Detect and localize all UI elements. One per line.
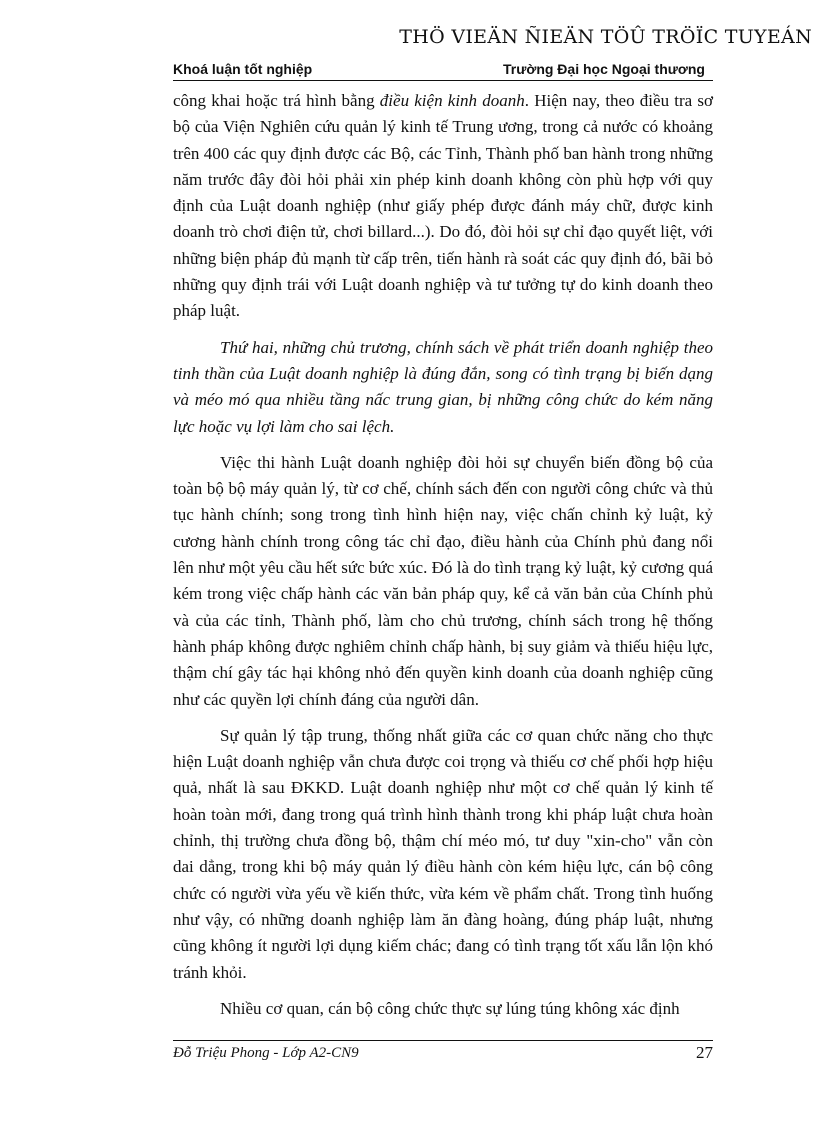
paragraph-3: Việc thi hành Luật doanh nghiệp đòi hỏi sự chuyển biến đồng bộ của toàn bộ bộ máy quản lý, từ cơ chế, chính sách đến con người công chức và thủ tục hành chính; song trong tình hình hiện nay, việc chấn chỉnh kỷ luật, kỷ cương hành chính trong công tác chỉ đạo, điều hành của Chính phủ đang nổi lên như một yêu cầu hết sức bức xúc. Đó là do tình trạng kỷ luật, kỷ cương quá kém trong việc chấp hành các văn bản pháp quy, kể cả văn bản của Chính phủ và của các tỉnh, Thành phố, làm cho chủ trương, chính sách trong hệ thống hành pháp không được nghiêm chỉnh chấp hành, bị suy giảm và thiếu hiệu lực, thậm chí gây tác hại không nhỏ đến quyền kinh doanh của doanh nghiệp cũng như các quyền lợi chính đáng của người dân.: [173, 452, 713, 709]
header-university-label: Trường Đại học Ngoại thương: [503, 61, 705, 77]
page-footer: [173, 1040, 713, 1062]
header-thesis-label: Khoá luận tốt nghiệp: [173, 61, 313, 77]
footer-author: Đỗ Triệu Phong - Lớp A2-CN9: [173, 1045, 359, 1061]
document-body: [173, 88, 713, 1032]
paragraph-1-emphasis: điều kiện kinh doanh: [379, 91, 525, 110]
paragraph-1-end: . Hiện nay, theo điều tra sơ bộ của Viện Nghiên cứu quản lý kinh tế Trung ương, trong cả nước có khoảng trên 400 các quy định được các Bộ, các Tỉnh, Thành phố ban hành trong những năm trước đây đòi hỏi phải xin phép kinh doanh không còn phù hợp với quy định của Luật doanh nghiệp (như giấy phép được đánh máy chữ, được kinh doanh trò chơi điện tử, chơi billard...). Do đó, đòi hỏi sự chỉ đạo quyết liệt, với những biện pháp đủ mạnh từ cấp trên, tiến hành rà soát các quy định đó, bãi bỏ những quy định trái với Luật doanh nghiệp và tư tưởng tự do kinh doanh theo pháp luật.: [173, 91, 713, 321]
paragraph-1-start: công khai hoặc trá hình bằng: [173, 91, 380, 110]
paragraph-1: [173, 88, 713, 325]
paragraph-2: Thứ hai, những chủ trương, chính sách về phát triển doanh nghiệp theo tinh thần của Luật doanh nghiệp là đúng đắn, song có tình trạng bị biến dạng và méo mó qua nhiều tầng nấc trung gian, bị những công chức do kém năng lực hoặc vụ lợi làm cho sai lệch.: [173, 337, 713, 436]
paragraph-4: Sự quản lý tập trung, thống nhất giữa các cơ quan chức năng cho thực hiện Luật doanh nghiệp vẫn chưa được coi trọng và thiếu cơ chế phối hợp hiệu quả, nhất là sau ĐKKD. Luật doanh nghiệp như một cơ chế quản lý kinh tế hoàn toàn mới, đang trong quá trình hình thành trong khi pháp luật chưa hoàn chỉnh, thị trường chưa đồng bộ, thậm chí méo mó, tư duy "xin-cho" vẫn còn dai dẳng, trong khi bộ máy quản lý điều hành còn kém hiệu lực, cán bộ công chức có người vừa yếu về kiến thức, vừa kém về phẩm chất. Trong tình huống như vậy, có những doanh nghiệp làm ăn đàng hoàng, đúng pháp luật, nhưng cũng không ít người lợi dụng kiếm chác; đang có tình trạng tốt xấu lẫn lộn khó tránh khỏi.: [173, 725, 713, 982]
page-header: [173, 58, 713, 81]
page-number: 27: [696, 1043, 713, 1062]
paragraph-5: Nhiều cơ quan, cán bộ công chức thực sự lúng túng không xác định: [220, 998, 680, 1018]
watermark-text: THÖ VIEÄN ÑIEÄN TÖÛ TRÖÏC TUYEÁN: [399, 26, 812, 48]
